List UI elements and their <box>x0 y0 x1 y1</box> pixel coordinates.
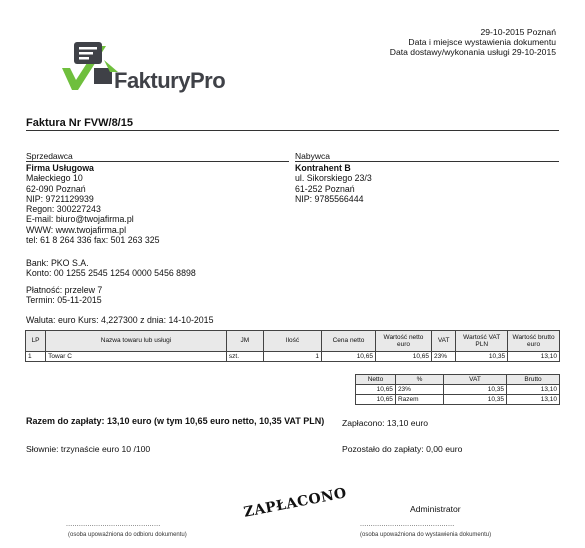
sum-gross: 13,10 <box>507 385 560 395</box>
col-net-value: Wartość netto euro <box>375 331 431 352</box>
sum-col-rate: % <box>395 375 443 385</box>
summary-header-row <box>356 375 560 385</box>
col-net-price: Cena netto <box>322 331 376 352</box>
sum-col-net: Netto <box>356 375 396 385</box>
seller-street: Małeckiego 10 <box>26 173 83 184</box>
cell-vat-value: 10,35 <box>456 352 508 362</box>
paid-stamp: ZAPŁACONO <box>242 485 348 521</box>
sum-net: 10,65 <box>356 385 396 395</box>
logo-text: FakturyPro <box>114 68 226 93</box>
sum-vat: 10,35 <box>444 385 507 395</box>
issuer-caption: (osoba upoważniona do wystawienia dokumentu) <box>360 532 492 538</box>
buyer-nip: NIP: 9785566444 <box>295 193 364 204</box>
col-gross-value: Wartość brutto euro <box>508 331 560 352</box>
seller-email: E-mail: biuro@twojafirma.pl <box>26 214 134 225</box>
bank-block <box>26 258 196 279</box>
invoice-title: Faktura Nr FVW/8/15 <box>26 117 133 129</box>
issue-date-place: 29-10-2015 Poznań <box>480 27 556 37</box>
col-vat: VAT <box>432 331 456 352</box>
cell-net-price: 10,65 <box>322 352 376 362</box>
sum-col-vat: VAT <box>444 375 507 385</box>
currency-info: Waluta: euro Kurs: 4,227300 z dnia: 14-10-2015 <box>26 315 214 325</box>
title-divider <box>26 130 559 131</box>
cell-qty: 1 <box>263 352 321 362</box>
cell-name: Towar C <box>46 352 227 362</box>
sum-vat: 10,35 <box>444 395 507 405</box>
cell-jm: szt. <box>226 352 263 362</box>
total-to-pay: Razem do zapłaty: 13,10 euro (w tym 10,65 euro netto, 10,35 VAT PLN) <box>26 416 325 426</box>
sum-col-gross: Brutto <box>507 375 560 385</box>
amount-in-words: Słownie: trzynaście euro 10 /100 <box>26 444 151 454</box>
fakturypro-logo-icon <box>60 38 120 98</box>
col-qty: Ilość <box>263 331 321 352</box>
table-row <box>356 385 560 395</box>
bank-name: Bank: PKO S.A. <box>26 258 89 268</box>
cell-lp: 1 <box>26 352 46 362</box>
seller-name: Firma Usługowa <box>26 163 94 173</box>
seller-label: Sprzedawca <box>26 151 73 161</box>
cell-gross-value: 13,10 <box>508 352 560 362</box>
buyer-block <box>295 163 372 204</box>
items-header-row <box>26 331 560 352</box>
col-vat-value: Wartość VAT PLN <box>456 331 508 352</box>
col-jm: JM <box>226 331 263 352</box>
sum-rate: 23% <box>395 385 443 395</box>
sum-rate: Razem <box>395 395 443 405</box>
sum-gross: 13,10 <box>507 395 560 405</box>
payment-method: Płatność: przelew 7 <box>26 285 103 295</box>
col-lp: LP <box>26 331 46 352</box>
buyer-label: Nabywca <box>295 151 330 161</box>
seller-divider <box>26 161 289 162</box>
admin-name: Administrator <box>410 504 461 514</box>
buyer-street: ul. Sikorskiego 23/3 <box>295 173 372 184</box>
buyer-city: 61-252 Poznań <box>295 183 355 194</box>
buyer-name: Kontrahent B <box>295 163 351 173</box>
issue-caption: Data i miejsce wystawienia dokumentu <box>408 37 556 47</box>
buyer-divider <box>295 161 559 162</box>
bank-account: Konto: 00 1255 2545 1254 0000 5456 8898 <box>26 268 196 279</box>
table-row <box>26 352 560 362</box>
col-name: Nazwa towaru lub usługi <box>46 331 227 352</box>
sum-net: 10,65 <box>356 395 396 405</box>
receiver-signature-line: ............................................ <box>66 521 161 528</box>
cell-net-value: 10,65 <box>375 352 431 362</box>
items-table <box>25 330 560 362</box>
issuer-signature-line: ............................................ <box>360 521 455 528</box>
seller-city: 62-090 Poznań <box>26 183 86 194</box>
amount-paid: Zapłacono: 13,10 euro <box>342 418 429 428</box>
payment-block <box>26 285 102 306</box>
delivery-date: Data dostawy/wykonania usługi 29-10-2015 <box>389 47 556 57</box>
issue-info <box>390 27 556 57</box>
table-row <box>356 395 560 405</box>
vat-summary-table <box>355 374 560 405</box>
amount-remaining: Pozostało do zapłaty: 0,00 euro <box>342 444 463 454</box>
seller-regon: Regon: 300227243 <box>26 204 101 215</box>
cell-vat: 23% <box>432 352 456 362</box>
payment-due: Termin: 05-11-2015 <box>26 295 102 306</box>
receiver-caption: (osoba upoważniona do odbioru dokumentu) <box>68 532 187 538</box>
company-logo <box>60 38 260 98</box>
seller-www: WWW: www.twojafirma.pl <box>26 224 127 235</box>
seller-nip: NIP: 9721129939 <box>26 193 94 204</box>
seller-block <box>26 163 160 245</box>
seller-tel: tel: 61 8 264 336 fax: 501 263 325 <box>26 235 160 246</box>
